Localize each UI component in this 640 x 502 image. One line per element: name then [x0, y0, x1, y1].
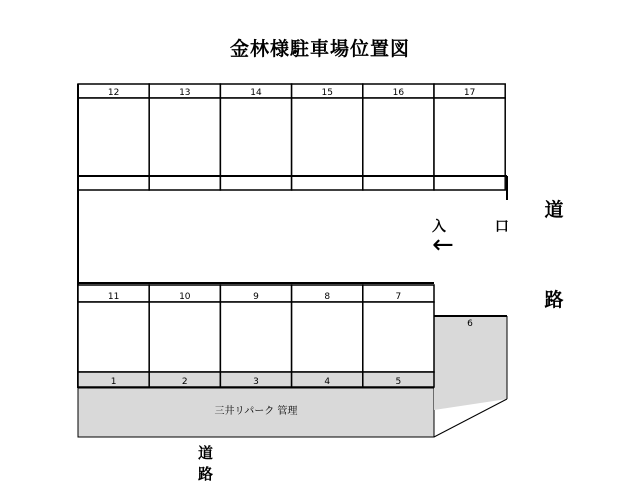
- space-number-5: 5: [395, 377, 402, 387]
- space-number-1: 1: [110, 377, 117, 387]
- space-number-6: 6: [467, 319, 473, 329]
- parking-space-8: [292, 302, 363, 372]
- map-title: 金林様駐車場位置図: [229, 38, 410, 60]
- space-number-3: 3: [253, 377, 259, 387]
- space-number-11: 11: [107, 292, 120, 302]
- space-number-12: 12: [107, 88, 120, 98]
- space-number-10: 10: [179, 292, 191, 302]
- space-number-4: 4: [324, 377, 331, 387]
- bottom-row: [78, 372, 434, 387]
- road-label-right-top: 道: [544, 199, 564, 221]
- space-number-8: 8: [324, 292, 331, 302]
- space-number-2: 2: [181, 377, 188, 387]
- space-number-13: 13: [179, 88, 191, 98]
- top-row: [78, 84, 505, 190]
- parking-space-11: [78, 302, 149, 372]
- space-number-15: 15: [321, 88, 333, 98]
- road-label-right-bottom: 路: [544, 289, 564, 311]
- space-number-7: 7: [395, 292, 402, 302]
- mitsui-repark-label: 三井リパーク 管理: [214, 406, 298, 417]
- left-arrow-icon: ←: [432, 230, 454, 260]
- space-number-9: 9: [253, 292, 259, 302]
- space-number-14: 14: [250, 88, 262, 98]
- space-6-area: [434, 316, 507, 410]
- parking-space-9: [220, 302, 291, 372]
- entrance-label: 入 口: [432, 219, 531, 235]
- middle-row: [78, 285, 434, 372]
- space-number-16: 16: [392, 88, 405, 98]
- parking-space-10: [149, 302, 220, 372]
- road-label-bottom: 道 路: [198, 444, 250, 483]
- space-number-17: 17: [463, 88, 476, 98]
- parking-space-7: [363, 302, 434, 372]
